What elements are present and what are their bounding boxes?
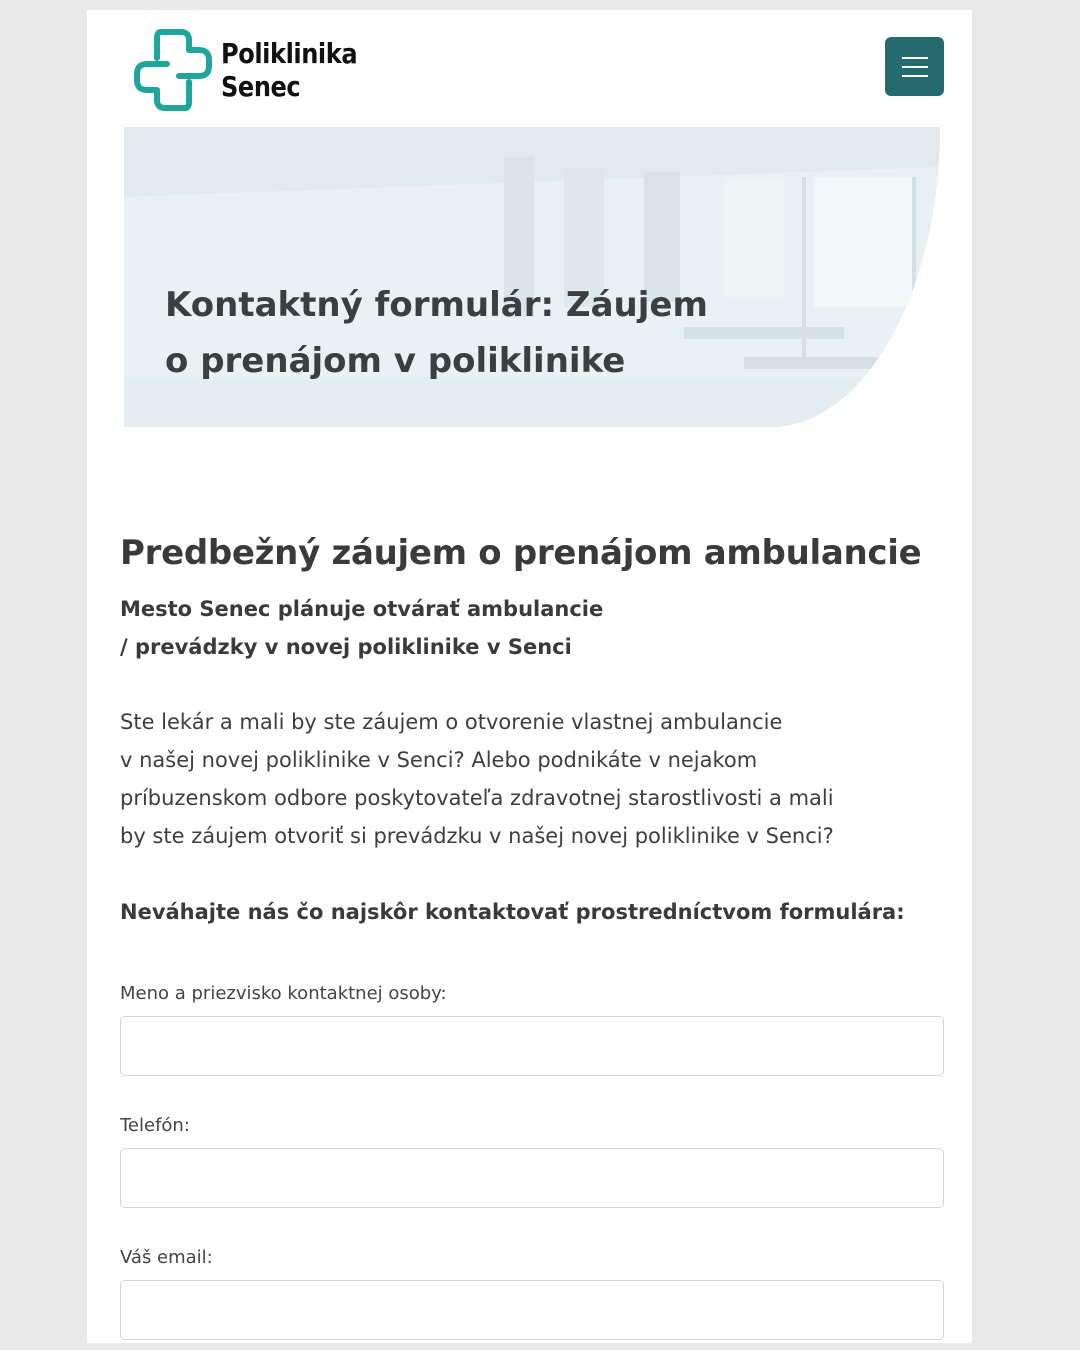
- page: [87, 10, 972, 1343]
- brand-name: [221, 37, 357, 103]
- phone-field[interactable]: [120, 1148, 944, 1208]
- hero-title: Kontaktný formulár: Záujem o prenájom v poliklinike: [165, 285, 708, 381]
- phone-field-label: Telefón:: [120, 1115, 190, 1136]
- contact-prompt: Neváhajte nás čo najskôr kontaktovať prostredníctvom formulára:: [120, 900, 905, 924]
- hamburger-icon: [902, 56, 928, 78]
- hero-banner: [124, 127, 940, 427]
- page-title: Predbežný záujem o prenájom ambulancie: [120, 533, 922, 573]
- name-field-label: Meno a priezvisko kontaktnej osoby:: [120, 983, 447, 1004]
- name-field[interactable]: [120, 1016, 944, 1076]
- brand-name-line2: Senec: [221, 70, 301, 103]
- cross-logo-icon: [131, 28, 215, 112]
- brand-name-line1: Poliklinika: [221, 37, 358, 70]
- main-content: [120, 530, 944, 1343]
- site-logo[interactable]: [131, 28, 379, 112]
- email-field[interactable]: [120, 1280, 944, 1340]
- contact-form: [120, 981, 944, 1340]
- menu-button[interactable]: [885, 37, 944, 96]
- page-subtitle: Mesto Senec plánuje otvárať ambulancie / prevádzky v novej poliklinike v Senci: [120, 597, 604, 659]
- intro-text: Ste lekár a mali by ste záujem o otvorenie vlastnej ambulancie v našej novej poliklinike v Senci? Alebo podnikáte v nejakom príbuzenskom odbore poskytovateľa zdravotnej starostlivosti a mali by ste záujem otvoriť si prevádzku v našej novej poliklinike v Senci?: [120, 710, 834, 848]
- email-field-label: Váš email:: [120, 1247, 213, 1268]
